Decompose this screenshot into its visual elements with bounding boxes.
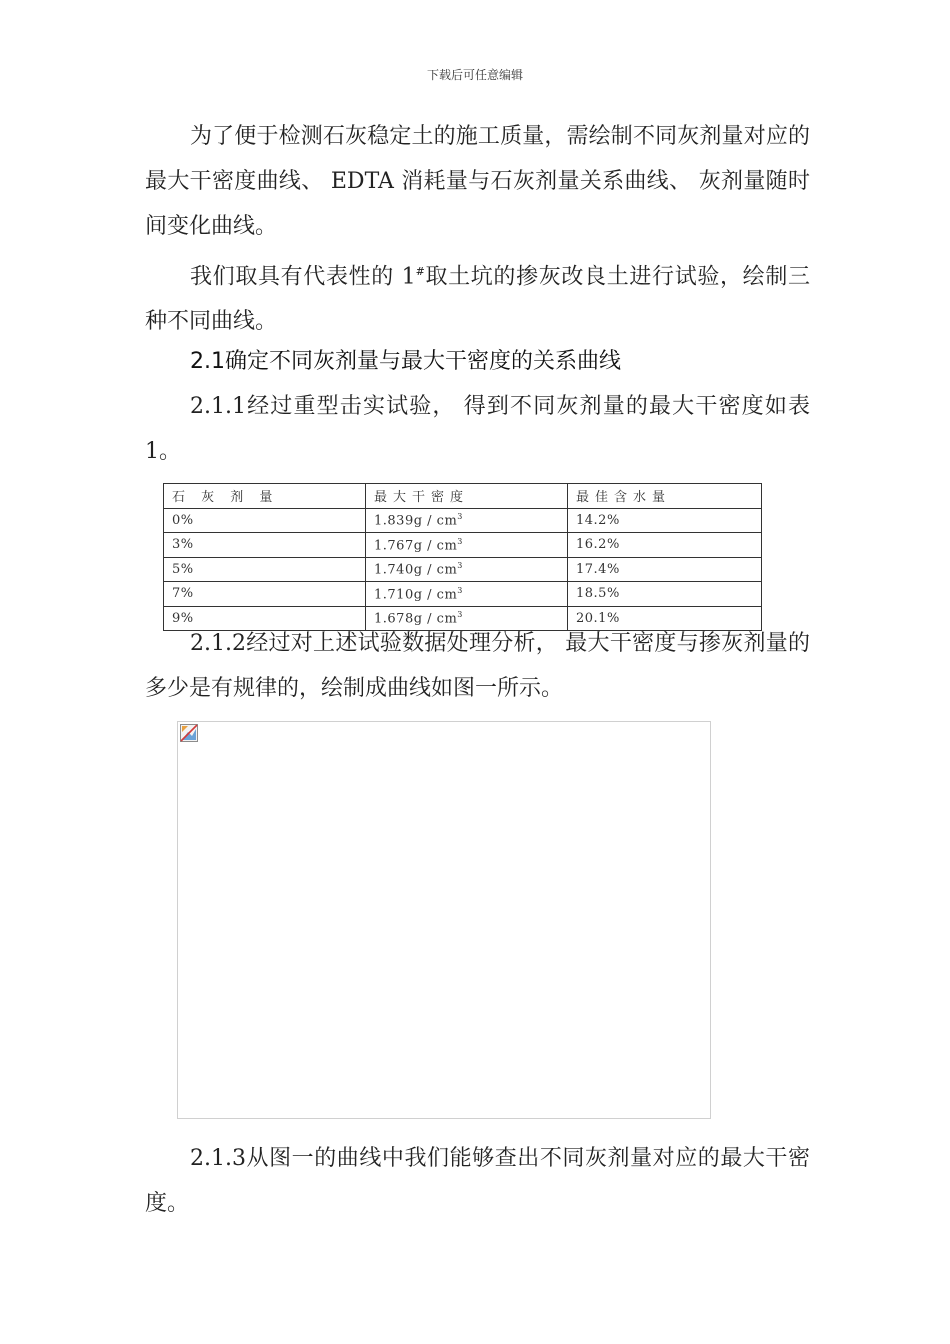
paragraph-compaction: 2.1.1经过重型击实试验， 得到不同灰剂量的最大干密度如表 1。: [145, 394, 810, 464]
density-unit-sup: 3: [457, 512, 463, 522]
water-cell: 20.1%: [568, 606, 762, 631]
lime-cell: 3%: [164, 533, 366, 558]
density-table: [163, 483, 762, 631]
table-row: [164, 533, 762, 558]
lime-cell: 0%: [164, 508, 366, 533]
table-header-cell: 最佳含水量: [568, 484, 762, 509]
lime-cell: 9%: [164, 606, 366, 631]
density-value: 1.678g / cm: [374, 611, 458, 627]
paragraph-analysis: 2.1.2经过对上述试验数据处理分析， 最大干密度与掺灰剂量的多少是有规律的，绘制成曲线如图一所示。: [145, 631, 810, 701]
broken-image-icon: [180, 724, 198, 742]
density-cell: [366, 557, 568, 582]
density-cell: [366, 582, 568, 607]
density-unit-sup: 3: [457, 536, 463, 546]
density-unit-sup: 3: [457, 561, 463, 571]
water-cell: 16.2%: [568, 533, 762, 558]
figure-placeholder: [177, 721, 711, 1119]
section-heading: 2.1确定不同灰剂量与最大干密度的关系曲线: [190, 349, 621, 374]
water-cell: 17.4%: [568, 557, 762, 582]
density-unit-sup: 3: [457, 585, 463, 595]
water-cell: 14.2%: [568, 508, 762, 533]
table-row: [164, 508, 762, 533]
density-cell: [366, 533, 568, 558]
lime-cell: 5%: [164, 557, 366, 582]
density-unit-sup: 3: [457, 610, 463, 620]
density-value: 1.767g / cm: [374, 537, 458, 553]
table-header-row: [164, 484, 762, 509]
paragraph-sample-end: 取土坑的掺灰改良土进行试验，绘制三种不同曲线。: [145, 264, 810, 335]
density-value: 1.710g / cm: [374, 586, 458, 602]
paragraph-sample: [145, 249, 810, 344]
density-value: 1.839g / cm: [374, 513, 458, 529]
density-cell: [366, 508, 568, 533]
table-header-cell: 石 灰 剂 量: [164, 484, 366, 509]
paragraph-intro: 为了便于检测石灰稳定土的施工质量，需绘制不同灰剂量对应的最大干密度曲线、 EDTA 消耗量与石灰剂量关系曲线、 灰剂量随时间变化曲线。: [145, 124, 810, 239]
density-value: 1.740g / cm: [374, 562, 458, 578]
table-row: [164, 582, 762, 607]
table-header-cell: 最大干密度: [366, 484, 568, 509]
paragraph-conclusion: 2.1.3从图一的曲线中我们能够查出不同灰剂量对应的最大干密度。: [145, 1146, 810, 1216]
paragraph-sample-start: 我们取具有代表性的 1: [190, 264, 416, 290]
paragraph-sample-sup: #: [415, 265, 425, 278]
page-header: 下载后可任意编辑: [426, 68, 523, 82]
water-cell: 18.5%: [568, 582, 762, 607]
lime-cell: 7%: [164, 582, 366, 607]
table-row: [164, 557, 762, 582]
